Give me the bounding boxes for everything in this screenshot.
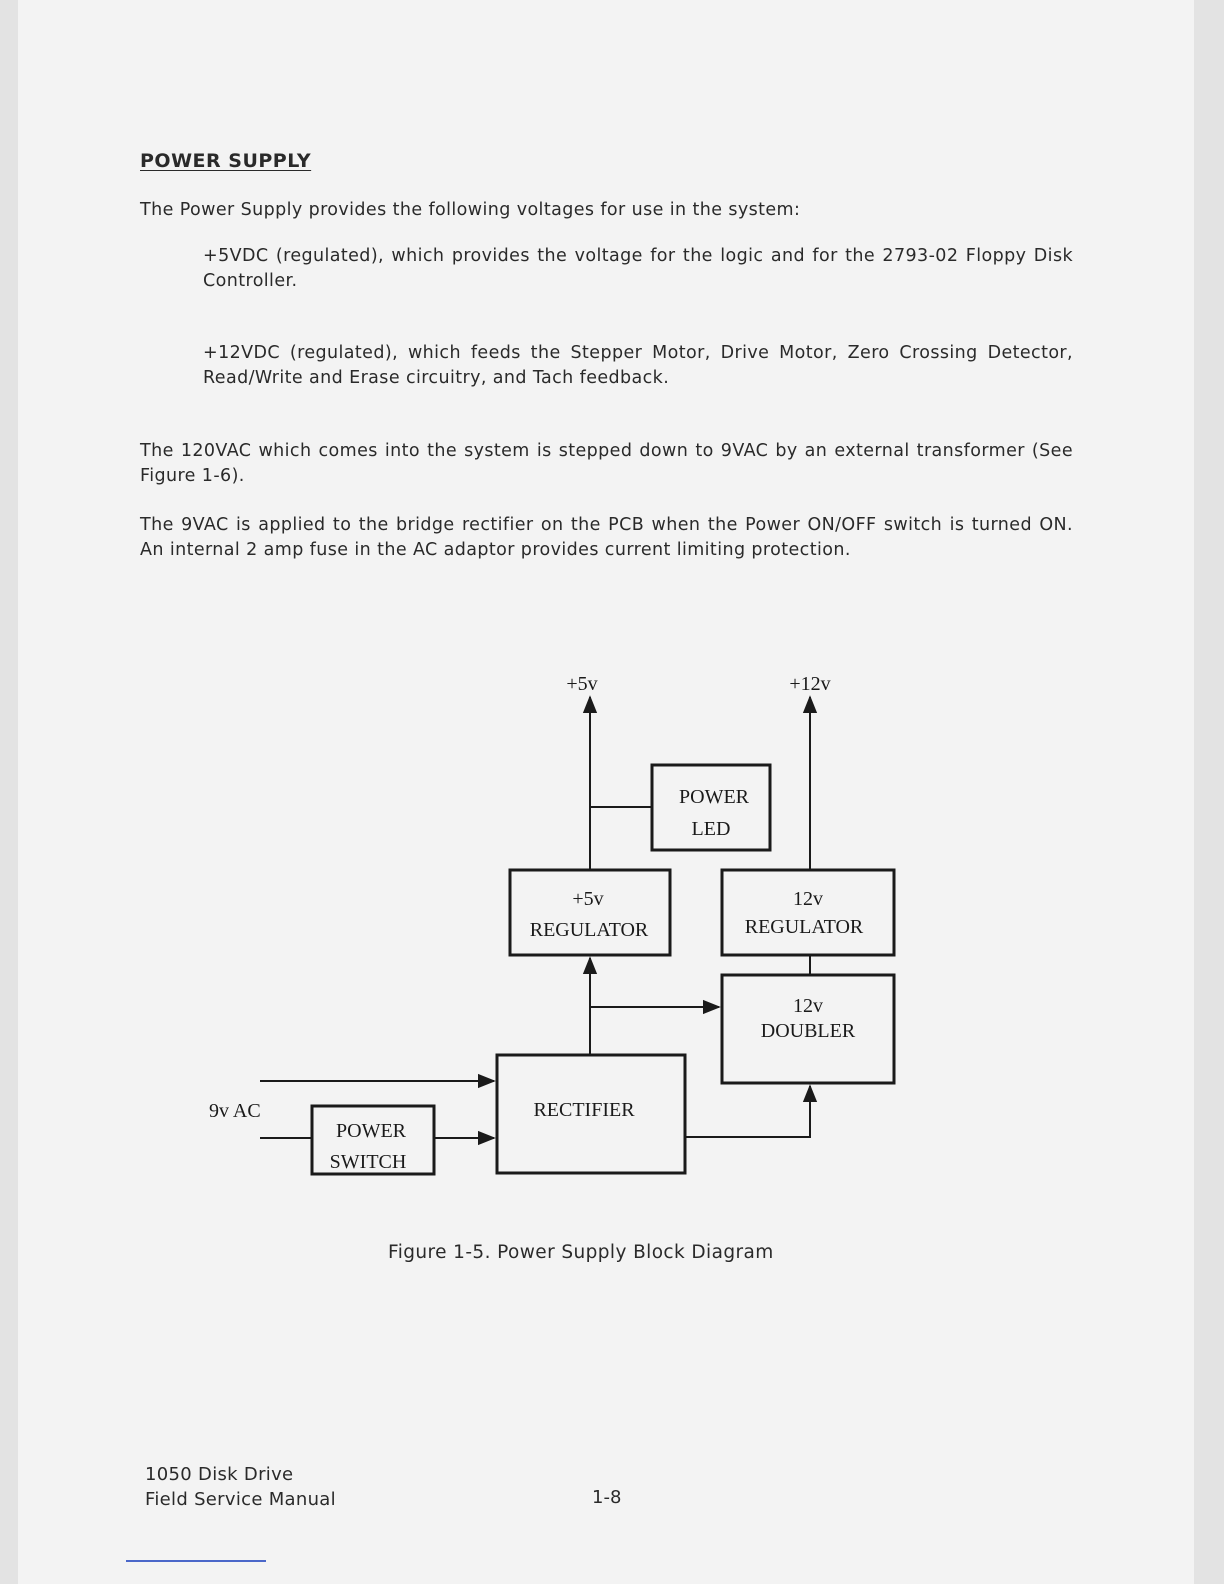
regulator-12v-label-1: 12v — [793, 888, 823, 910]
wire-rectifier-return — [685, 1086, 810, 1137]
power-led-label-2: LED — [691, 818, 731, 840]
doubler-label-1: 12v — [793, 995, 823, 1017]
plus12-paragraph: +12VDC (regulated), which feeds the Stepper Motor, Drive Motor, Zero Crossing Detector, Read/Write and Erase circuitry, and Tach feedback. — [203, 343, 1073, 388]
figure-caption: Figure 1-5. Power Supply Block Diagram — [388, 1242, 774, 1263]
section-heading: POWER SUPPLY — [140, 150, 312, 172]
doubler-label-2: DOUBLER — [760, 1020, 856, 1042]
ac9-paragraph: The 9VAC is applied to the bridge rectifier on the PCB when the Power ON/OFF switch is turned ON. An internal 2 amp fuse in the AC adaptor provides current limiting protection. — [140, 515, 1073, 560]
regulator-5v-label-2: REGULATOR — [529, 919, 649, 941]
output-12v-label: +12v — [789, 673, 831, 695]
regulator-5v-label-1: +5v — [572, 888, 604, 910]
power-switch-label-1: POWER — [336, 1120, 406, 1142]
input-9v-ac-label: 9v AC — [209, 1100, 261, 1122]
footer-line-1: 1050 Disk Drive — [145, 1464, 294, 1485]
regulator-5v-box — [510, 870, 670, 955]
regulator-12v-box — [722, 870, 894, 955]
page-number: 1-8 — [592, 1487, 622, 1508]
ac120-paragraph: The 120VAC which comes into the system is stepped down to 9VAC by an external transformer (See Figure 1-6). — [140, 441, 1073, 486]
intro-paragraph: The Power Supply provides the following voltages for use in the system: — [140, 200, 801, 220]
rectifier-label: RECTIFIER — [533, 1099, 635, 1121]
output-5v-label: +5v — [566, 673, 598, 695]
plus5-paragraph: +5VDC (regulated), which provides the voltage for the logic and for the 2793-02 Floppy Disk Controller. — [203, 246, 1073, 291]
power-led-label-1: POWER — [679, 786, 749, 808]
link-underline — [126, 1560, 266, 1562]
footer-title — [145, 1462, 336, 1512]
footer-line-2: Field Service Manual — [145, 1489, 336, 1510]
power-switch-label-2: SWITCH — [329, 1151, 407, 1173]
regulator-12v-label-2: REGULATOR — [744, 916, 864, 938]
